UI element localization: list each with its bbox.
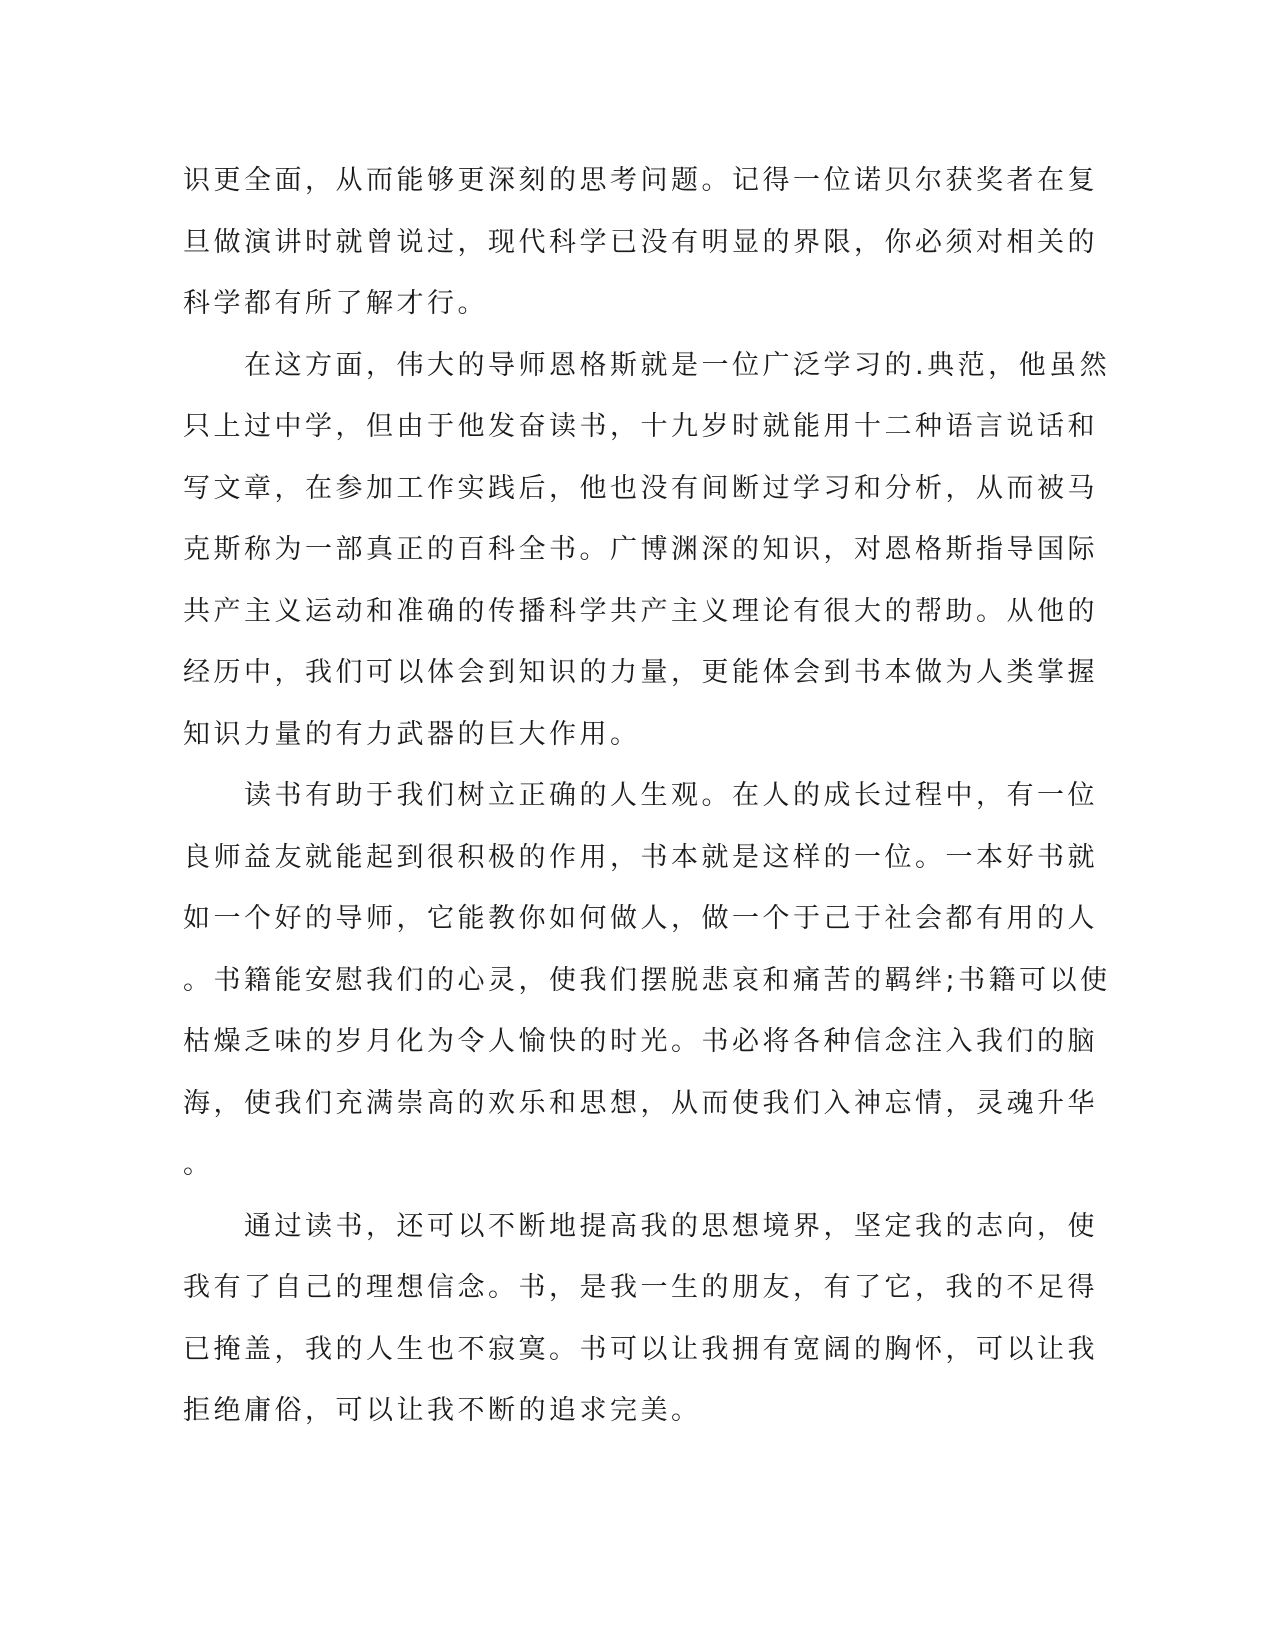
text-line: 如一个好的导师，它能教你如何做人，做一个于己于社会都有用的人: [183, 903, 1098, 934]
text-line: 已掩盖，我的人生也不寂寞。书可以让我拥有宽阔的胸怀，可以让我: [183, 1333, 1098, 1365]
text-line: 克斯称为一部真正的百科全书。广博渊深的知识，对恩格斯指导国际: [183, 534, 1098, 565]
text-line: 。: [183, 1149, 214, 1180]
text-line: 海，使我们充满崇高的欢乐和思想，从而使我们入神忘情，灵魂升华: [183, 1087, 1098, 1119]
paragraph-2: [183, 343, 1111, 774]
text-line: 通过读书，还可以不断地提高我的思想境界，坚定我的志向，使: [183, 1210, 1098, 1242]
text-line: 知识力量的有力武器的巨大作用。: [183, 718, 641, 750]
text-line: 我有了自己的理想信念。书，是我一生的朋友，有了它，我的不足得: [183, 1272, 1098, 1303]
text-line: 识更全面，从而能够更深刻的思考问题。记得一位诺贝尔获奖者在复: [183, 165, 1098, 196]
text-line: 。书籍能安慰我们的心灵，使我们摆脱悲哀和痛苦的羁绊;书籍可以使: [183, 964, 1111, 996]
document-body: [183, 158, 1111, 1450]
paragraph-1: [183, 158, 1098, 343]
text-line: 读书有助于我们树立正确的人生观。在人的成长过程中，有一位: [183, 780, 1098, 811]
text-line: 枯燥乏味的岁月化为令人愉快的时光。书必将各种信念注入我们的脑: [183, 1026, 1098, 1057]
text-line: 旦做演讲时就曾说过，现代科学已没有明显的界限，你必须对相关的: [183, 226, 1098, 258]
text-line: 拒绝庸俗，可以让我不断的追求完美。: [183, 1395, 702, 1426]
text-line: 写文章，在参加工作实践后，他也没有间断过学习和分析，从而被马: [183, 472, 1098, 504]
text-line: 科学都有所了解才行。: [183, 288, 488, 319]
paragraph-4: [183, 1204, 1098, 1450]
text-line: 在这方面，伟大的导师恩格斯就是一位广泛学习的.典范，他虽然: [183, 349, 1111, 381]
text-line: 共产主义运动和准确的传播科学共产主义理论有很大的帮助。从他的: [183, 595, 1098, 627]
text-line: 经历中，我们可以体会到知识的力量，更能体会到书本做为人类掌握: [183, 657, 1098, 688]
paragraph-3: [183, 773, 1111, 1204]
text-line: 只上过中学，但由于他发奋读书，十九岁时就能用十二种语言说话和: [183, 411, 1098, 442]
text-line: 良师益友就能起到很积极的作用，书本就是这样的一位。一本好书就: [183, 841, 1098, 873]
